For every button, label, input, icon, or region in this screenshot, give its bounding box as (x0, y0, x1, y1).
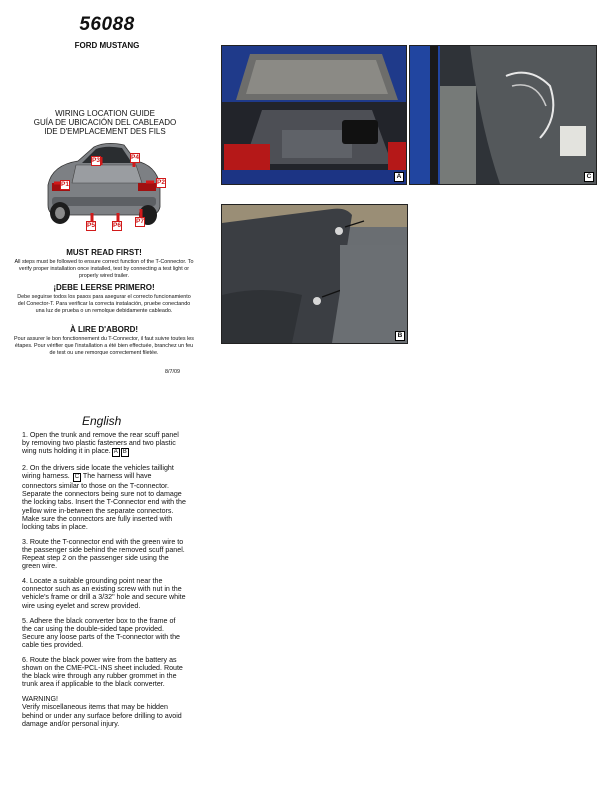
warning (22, 695, 187, 727)
scuff-panel-photo-image (222, 205, 407, 343)
photo-label-c: C (584, 172, 594, 182)
step-4: 4. Locate a suitable grounding point near the connector such as an existing screw with nut in the vehicle's frame or drill a 3/32" hole and secure white wire using eyelet and screw provided. (22, 577, 186, 610)
trunk-photo-image (222, 46, 406, 184)
must-read-title-es: ¡DEBE LEERSE PRIMERO! (53, 283, 155, 292)
installation-steps (22, 431, 187, 728)
must-read-text-fr: Pour assurer le bon fonctionnement du T-Connector, il faut suivre toutes les étapes. Pour vérifier que l'installation a été bien effectuée, branchez un feu de test ou une remorque correctement filetée. (14, 336, 194, 356)
callout-p4: P4 (131, 154, 139, 161)
guide-title-es: GUÍA DE UBICACIÓN DEL CABLEADO (33, 118, 177, 127)
step-2-ref-c: C (74, 474, 80, 481)
vehicle-model: FORD MUSTANG (74, 41, 140, 50)
step-1-ref-b: B (122, 449, 127, 456)
photo-a-open-trunk (221, 45, 407, 185)
wiring-location-diagram (38, 135, 168, 230)
warning-title: WARNING! (22, 695, 58, 704)
must-read-fr (14, 325, 194, 357)
photo-b-scuff-panel (221, 204, 408, 344)
step-3: 3. Route the T-connector end with the green wire to the passenger side behind the removed scuff panel. Repeat step 2 on the passenger side using the green wire. (22, 537, 185, 571)
wiring-guide-title (20, 109, 190, 136)
harness-photo-image (410, 46, 596, 184)
must-read-title-en: MUST READ FIRST! (66, 248, 142, 257)
must-read-text-en: All steps must be followed to ensure correct function of the T-Connector. To verify proper installation once installed, test by connecting a test light or properly wired trailer. (14, 259, 194, 279)
must-read-en (14, 248, 194, 280)
part-number: 56088 (79, 14, 135, 35)
step-5: 5. Adhere the black converter box to the frame of the car using the double-sided tape provided. Secure any loose parts of the T-connector with the cable ties provided. (22, 616, 180, 649)
must-read-es (14, 283, 194, 315)
callout-p6: P6 (113, 222, 121, 229)
callout-p2: P2 (157, 179, 165, 186)
revision-date: 8/7/09 (165, 369, 180, 375)
callout-p1: P1 (61, 181, 69, 188)
callout-p7: P7 (136, 218, 144, 225)
instructions-heading: English (82, 414, 122, 428)
step-6: 6. Route the black power wire from the battery as shown on the CME-PCL-INS sheet included. Route the black wire through any rubber grommet in the trunk area if applicable to the black converter. (22, 655, 183, 689)
step-1-ref-a: A (113, 449, 118, 456)
callout-p3: P3 (92, 157, 100, 164)
photo-label-a: A (394, 172, 404, 182)
step-2 (22, 464, 187, 531)
step-1 (22, 431, 187, 457)
must-read-title-fr: À LIRE D'ABORD! (69, 325, 139, 334)
step-1-text: 1. Open the trunk and remove the rear scuff panel by removing two plastic fasteners and two plastic wing nuts holding it in place. (22, 431, 179, 456)
step-2-text-a: 2. On the drivers side locate the vehicles taillight wiring harness. (22, 464, 174, 481)
photo-label-b: B (395, 331, 405, 341)
warning-text: Verify miscellaneous items that may be hidden behind or under any surface before drilling to avoid damage and/or personal injury. (22, 703, 182, 728)
car-rear-illustration (38, 135, 168, 230)
guide-title-fr: IDE D'EMPLACEMENT DES FILS (44, 127, 166, 136)
photo-c-taillight-harness (409, 45, 597, 185)
callout-p5: P5 (87, 222, 95, 229)
guide-title-en: WIRING LOCATION GUIDE (55, 109, 155, 118)
step-2-text-b: The harness will have connectors similar to those on the T-connector. Separate the connectors being sure not to damage the locking tabs. Insert the T-Connector end with the yellow wire in-between the separate connectors. Make sure the connectors are fully inserted with locking tabs in place. (22, 472, 186, 531)
must-read-text-es: Debe seguirse todos los pasos para asegurar el correcto funcionamiento del Conector-T. Para verificar la correcta instalación, pruebe conectando una luz de prueba o un remolque debidamente cableado. (17, 294, 191, 314)
